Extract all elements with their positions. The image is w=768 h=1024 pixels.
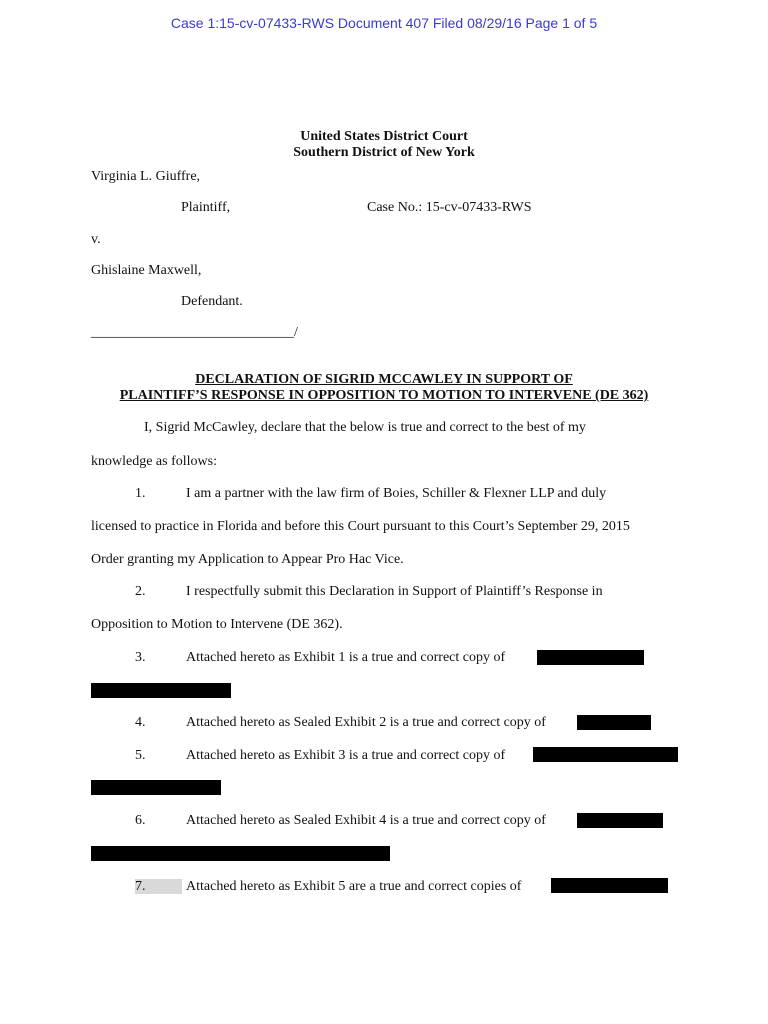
paragraph-1-line2: licensed to practice in Florida and before this Court pursuant to this Court’s September 29, 2015 bbox=[91, 519, 630, 534]
paragraph-6-line1: Attached hereto as Sealed Exhibit 4 is a true and correct copy of bbox=[186, 813, 546, 828]
redaction-bar bbox=[577, 715, 651, 730]
document-title-line1: DECLARATION OF SIGRID MCCAWLEY IN SUPPORT OF bbox=[195, 372, 573, 387]
redaction-bar bbox=[577, 813, 663, 828]
paragraph-1-line3: Order granting my Application to Appear Pro Hac Vice. bbox=[91, 552, 404, 567]
defendant-role: Defendant. bbox=[181, 294, 243, 309]
paragraph-4-number: 4. bbox=[135, 715, 146, 730]
court-name: United States District Court bbox=[300, 129, 468, 144]
redaction-bar bbox=[551, 878, 668, 893]
paragraph-2-line1: I respectfully submit this Declaration in Support of Plaintiff’s Response in bbox=[186, 584, 603, 599]
paragraph-2-number: 2. bbox=[135, 584, 146, 599]
paragraph-6-number: 6. bbox=[135, 813, 146, 828]
paragraph-7-number bbox=[135, 879, 182, 895]
redaction-bar bbox=[91, 683, 231, 698]
paragraph-2-line2: Opposition to Motion to Intervene (DE 362). bbox=[91, 617, 343, 632]
paragraph-7-line1: Attached hereto as Exhibit 5 are a true and correct copies of bbox=[186, 879, 522, 894]
paragraph-7-number-text: 7. bbox=[135, 879, 182, 894]
versus: v. bbox=[91, 232, 101, 247]
case-header-stamp: Case 1:15-cv-07433-RWS Document 407 Filed 08/29/16 Page 1 of 5 bbox=[170, 15, 598, 31]
defendant-name: Ghislaine Maxwell, bbox=[91, 263, 202, 278]
paragraph-4-line1: Attached hereto as Sealed Exhibit 2 is a true and correct copy of bbox=[186, 715, 546, 730]
paragraph-5-number: 5. bbox=[135, 748, 146, 763]
intro-line1: I, Sigrid McCawley, declare that the below is true and correct to the best of my bbox=[144, 420, 586, 435]
paragraph-3-line1: Attached hereto as Exhibit 1 is a true and correct copy of bbox=[186, 650, 506, 665]
redaction-bar bbox=[91, 780, 221, 795]
intro-line2: knowledge as follows: bbox=[91, 454, 217, 469]
document-title-line2: PLAINTIFF’S RESPONSE IN OPPOSITION TO MOTION TO INTERVENE (DE 362) bbox=[119, 388, 649, 403]
plaintiff-name: Virginia L. Giuffre, bbox=[91, 169, 201, 184]
caption-signature-line: _____________________________/ bbox=[91, 325, 298, 340]
redaction-bar bbox=[537, 650, 644, 665]
redaction-bar bbox=[533, 747, 678, 762]
court-district: Southern District of New York bbox=[293, 145, 475, 160]
redaction-bar bbox=[91, 846, 390, 861]
paragraph-1-number: 1. bbox=[135, 486, 146, 501]
paragraph-5-line1: Attached hereto as Exhibit 3 is a true and correct copy of bbox=[186, 748, 506, 763]
case-number: Case No.: 15-cv-07433-RWS bbox=[367, 200, 532, 215]
paragraph-3-number: 3. bbox=[135, 650, 146, 665]
plaintiff-role: Plaintiff, bbox=[181, 200, 231, 215]
paragraph-1-line1: I am a partner with the law firm of Boies, Schiller & Flexner LLP and duly bbox=[186, 486, 607, 501]
